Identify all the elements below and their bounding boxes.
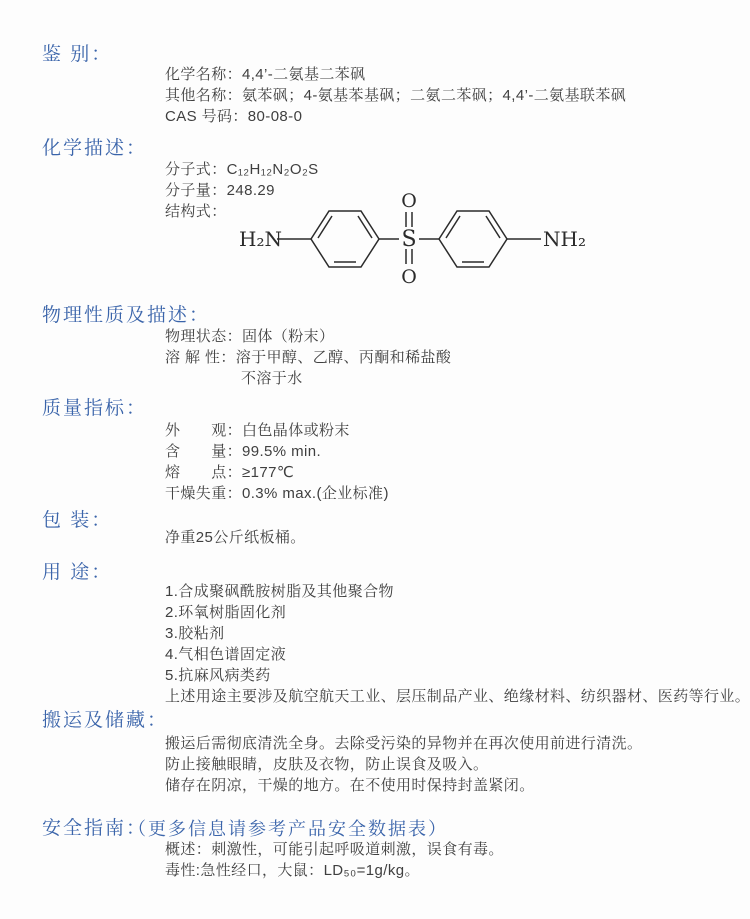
toxicity-line: 毒性:急性经口，大鼠：LD₅₀=1g/kg。 — [165, 862, 420, 879]
section-heading-identification: 鉴 别： — [42, 44, 113, 65]
chemical-name-line: 化学名称：4,4’-二氨基二苯砜 — [165, 66, 366, 83]
safety-guide-note: （更多信息请参考产品安全数据表） — [128, 819, 448, 839]
sulfur-atom-label: S — [401, 227, 417, 252]
use-item-5: 5.抗麻风病类药 — [165, 667, 271, 684]
section-uses — [0, 561, 750, 707]
section-identification — [0, 43, 750, 127]
structural-formula-diagram — [237, 187, 589, 287]
packaging-line: 净重25公斤纸板桶。 — [165, 529, 306, 546]
section-packaging — [0, 509, 750, 548]
handling-line-2: 防止接触眼睛，皮肤及衣物，防止误食及吸入。 — [165, 756, 489, 773]
section-heading-quality-specs: 质量指标： — [42, 398, 148, 419]
section-heading-safety-guide: 安全指南： — [42, 818, 148, 839]
safety-overview-line: 概述：刺激性，可能引起呼吸道刺激，误食有毒。 — [165, 841, 504, 858]
handling-line-3: 储存在阴凉，干燥的地方。在不使用时保持封盖紧闭。 — [165, 777, 535, 794]
use-item-1: 1.合成聚砜酰胺树脂及其他聚合物 — [165, 583, 394, 600]
use-item-4: 4.气相色谱固定液 — [165, 646, 287, 663]
section-safety-guide — [0, 817, 750, 881]
solubility-line: 溶 解 性：溶于甲醇、乙醇、丙酮和稀盐酸 — [165, 349, 452, 366]
melting-point-line: 熔 点：≥177℃ — [165, 464, 295, 481]
section-chemical-description — [0, 137, 750, 287]
section-heading-packaging: 包 装： — [42, 510, 113, 531]
use-summary-line: 上述用途主要涉及航空航天工业、层压制品产业、绝缘材料、纺织器材、医药等行业。 — [165, 688, 750, 705]
section-quality-specs — [0, 397, 750, 504]
physical-state-line: 物理状态：固体（粉末） — [165, 328, 335, 345]
section-physical-properties — [0, 304, 750, 389]
loss-on-drying-line: 干燥失重：0.3% max.(企业标准) — [165, 485, 389, 502]
amine-right-label: NH₂ — [543, 227, 586, 251]
section-heading-uses: 用 途： — [42, 562, 113, 583]
structural-formula-label: 结构式： — [165, 203, 227, 220]
use-item-3: 3.胶粘剂 — [165, 625, 225, 642]
assay-line: 含 量：99.5% min. — [165, 443, 322, 460]
oxygen-bottom-label: O — [401, 266, 417, 287]
oxygen-top-label: O — [401, 190, 417, 212]
other-names-line: 其他名称：氨苯砜；4-氨基苯基砜；二氨二苯砜；4,4’-二氨基联苯砜 — [165, 87, 627, 104]
section-heading-handling-storage: 搬运及储藏： — [42, 710, 169, 731]
handling-line-1: 搬运后需彻底清洗全身。去除受污染的异物并在再次使用前进行清洗。 — [165, 735, 643, 752]
section-heading-physical-properties: 物理性质及描述： — [42, 305, 211, 326]
amine-left-label: H₂N — [239, 227, 282, 251]
molecular-weight-line: 分子量：248.29 — [165, 182, 275, 199]
molecular-formula-line: 分子式：C₁₂H₁₂N₂O₂S — [165, 161, 319, 178]
appearance-line: 外 观：白色晶体或粉末 — [165, 422, 350, 439]
solubility-continued-line: 不溶于水 — [241, 370, 303, 387]
use-item-2: 2.环氧树脂固化剂 — [165, 604, 287, 621]
cas-number-line: CAS 号码：80-08-0 — [165, 108, 303, 125]
section-heading-chemical-description: 化学描述： — [42, 138, 148, 159]
section-handling-storage — [0, 709, 750, 796]
